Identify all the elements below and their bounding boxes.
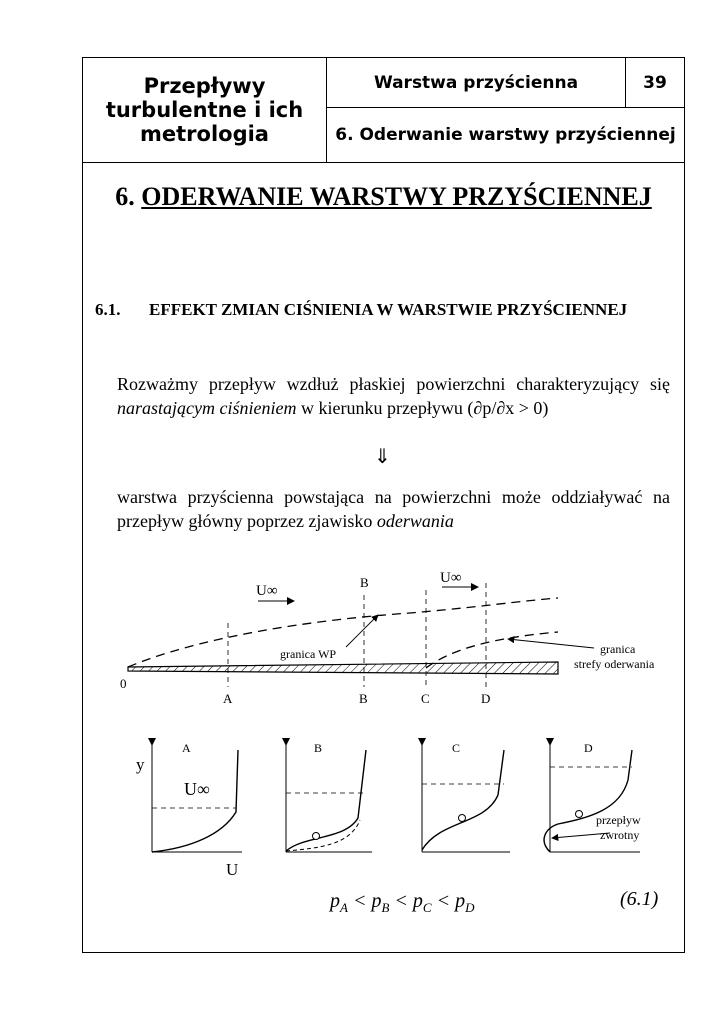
station-label-d: D (481, 691, 491, 706)
separation-label-arrow (508, 639, 594, 648)
paragraph-1-text-b: w kierunku przepływu (∂p/∂x > 0) (296, 398, 549, 418)
inflection-point-d (576, 811, 583, 818)
u-inf-left: U∞ (256, 583, 278, 599)
boundary-layer-edge (128, 598, 558, 667)
profile-c-label: C (452, 741, 461, 755)
inflection-point-b (313, 833, 320, 840)
profile-b-label: B (314, 741, 323, 755)
section-title: EFFEKT ZMIAN CIŚNIENIA W WARSTWIE PRZYŚCIENNEJ (149, 300, 628, 319)
pressure-inequality: $p_A < p_B < p_C < p_D$ (330, 890, 475, 915)
chapter-heading (82, 180, 685, 213)
paragraph-1 (117, 372, 670, 420)
flat-plate (128, 662, 558, 674)
reverse-flow-line2: zwrotny (600, 828, 640, 842)
station-label-a: A (223, 691, 233, 706)
profile-c (422, 741, 510, 852)
page-header (82, 57, 685, 163)
u-inf-right: U∞ (440, 570, 462, 586)
paragraph-2-text: warstwa przyścienna powstająca na powierzchni może oddziaływać na przepływ główny poprzez zjawisko (117, 487, 670, 531)
inflection-point-c (459, 815, 466, 822)
reverse-flow-line1: przepływ (596, 813, 641, 827)
section-number: 6.1. (95, 300, 121, 319)
paragraph-1-italic: narastającym ciśnieniem (117, 398, 297, 418)
origin-label: 0 (120, 676, 127, 691)
station-label-b-top: B (360, 575, 369, 590)
topic-title: Warstwa przyścienna (327, 58, 626, 108)
implication-arrow: ⇓ (374, 446, 391, 468)
profile-b (286, 741, 372, 852)
separation-figure (110, 565, 680, 885)
paragraph-2 (117, 485, 670, 533)
velocity-profiles (136, 741, 641, 879)
equation-number: (6.1) (620, 888, 659, 910)
u-axis-label: U (226, 860, 239, 879)
subsection-title: 6. Oderwanie warstwy przyściennej (327, 108, 685, 163)
paragraph-2-italic: oderwania (376, 511, 454, 531)
plate-diagram (120, 570, 655, 706)
profile-a-label: A (182, 741, 191, 755)
y-axis-label: y (136, 755, 145, 774)
profile-d (544, 741, 641, 852)
station-label-c: C (421, 691, 430, 706)
separation-label-line2: strefy oderwania (574, 657, 655, 671)
station-label-b: B (359, 691, 368, 706)
boundary-label: granica WP (280, 647, 337, 661)
page-number: 39 (626, 58, 685, 108)
profile-d-label: D (584, 741, 593, 755)
profile-a (136, 741, 242, 879)
course-title: Przepływy turbulentne i ich metrologia (83, 58, 327, 163)
boundary-label-arrow (346, 615, 378, 647)
chapter-number: 6. (115, 182, 135, 211)
u-inf-profile: U∞ (184, 779, 210, 799)
separation-label-line1: granica (600, 642, 636, 656)
chapter-title: ODERWANIE WARSTWY PRZYŚCIENNEJ (141, 182, 652, 211)
paragraph-1-text-a: Rozważmy przepływ wzdłuż płaskiej powierzchni charakteryzujący się (117, 374, 670, 394)
